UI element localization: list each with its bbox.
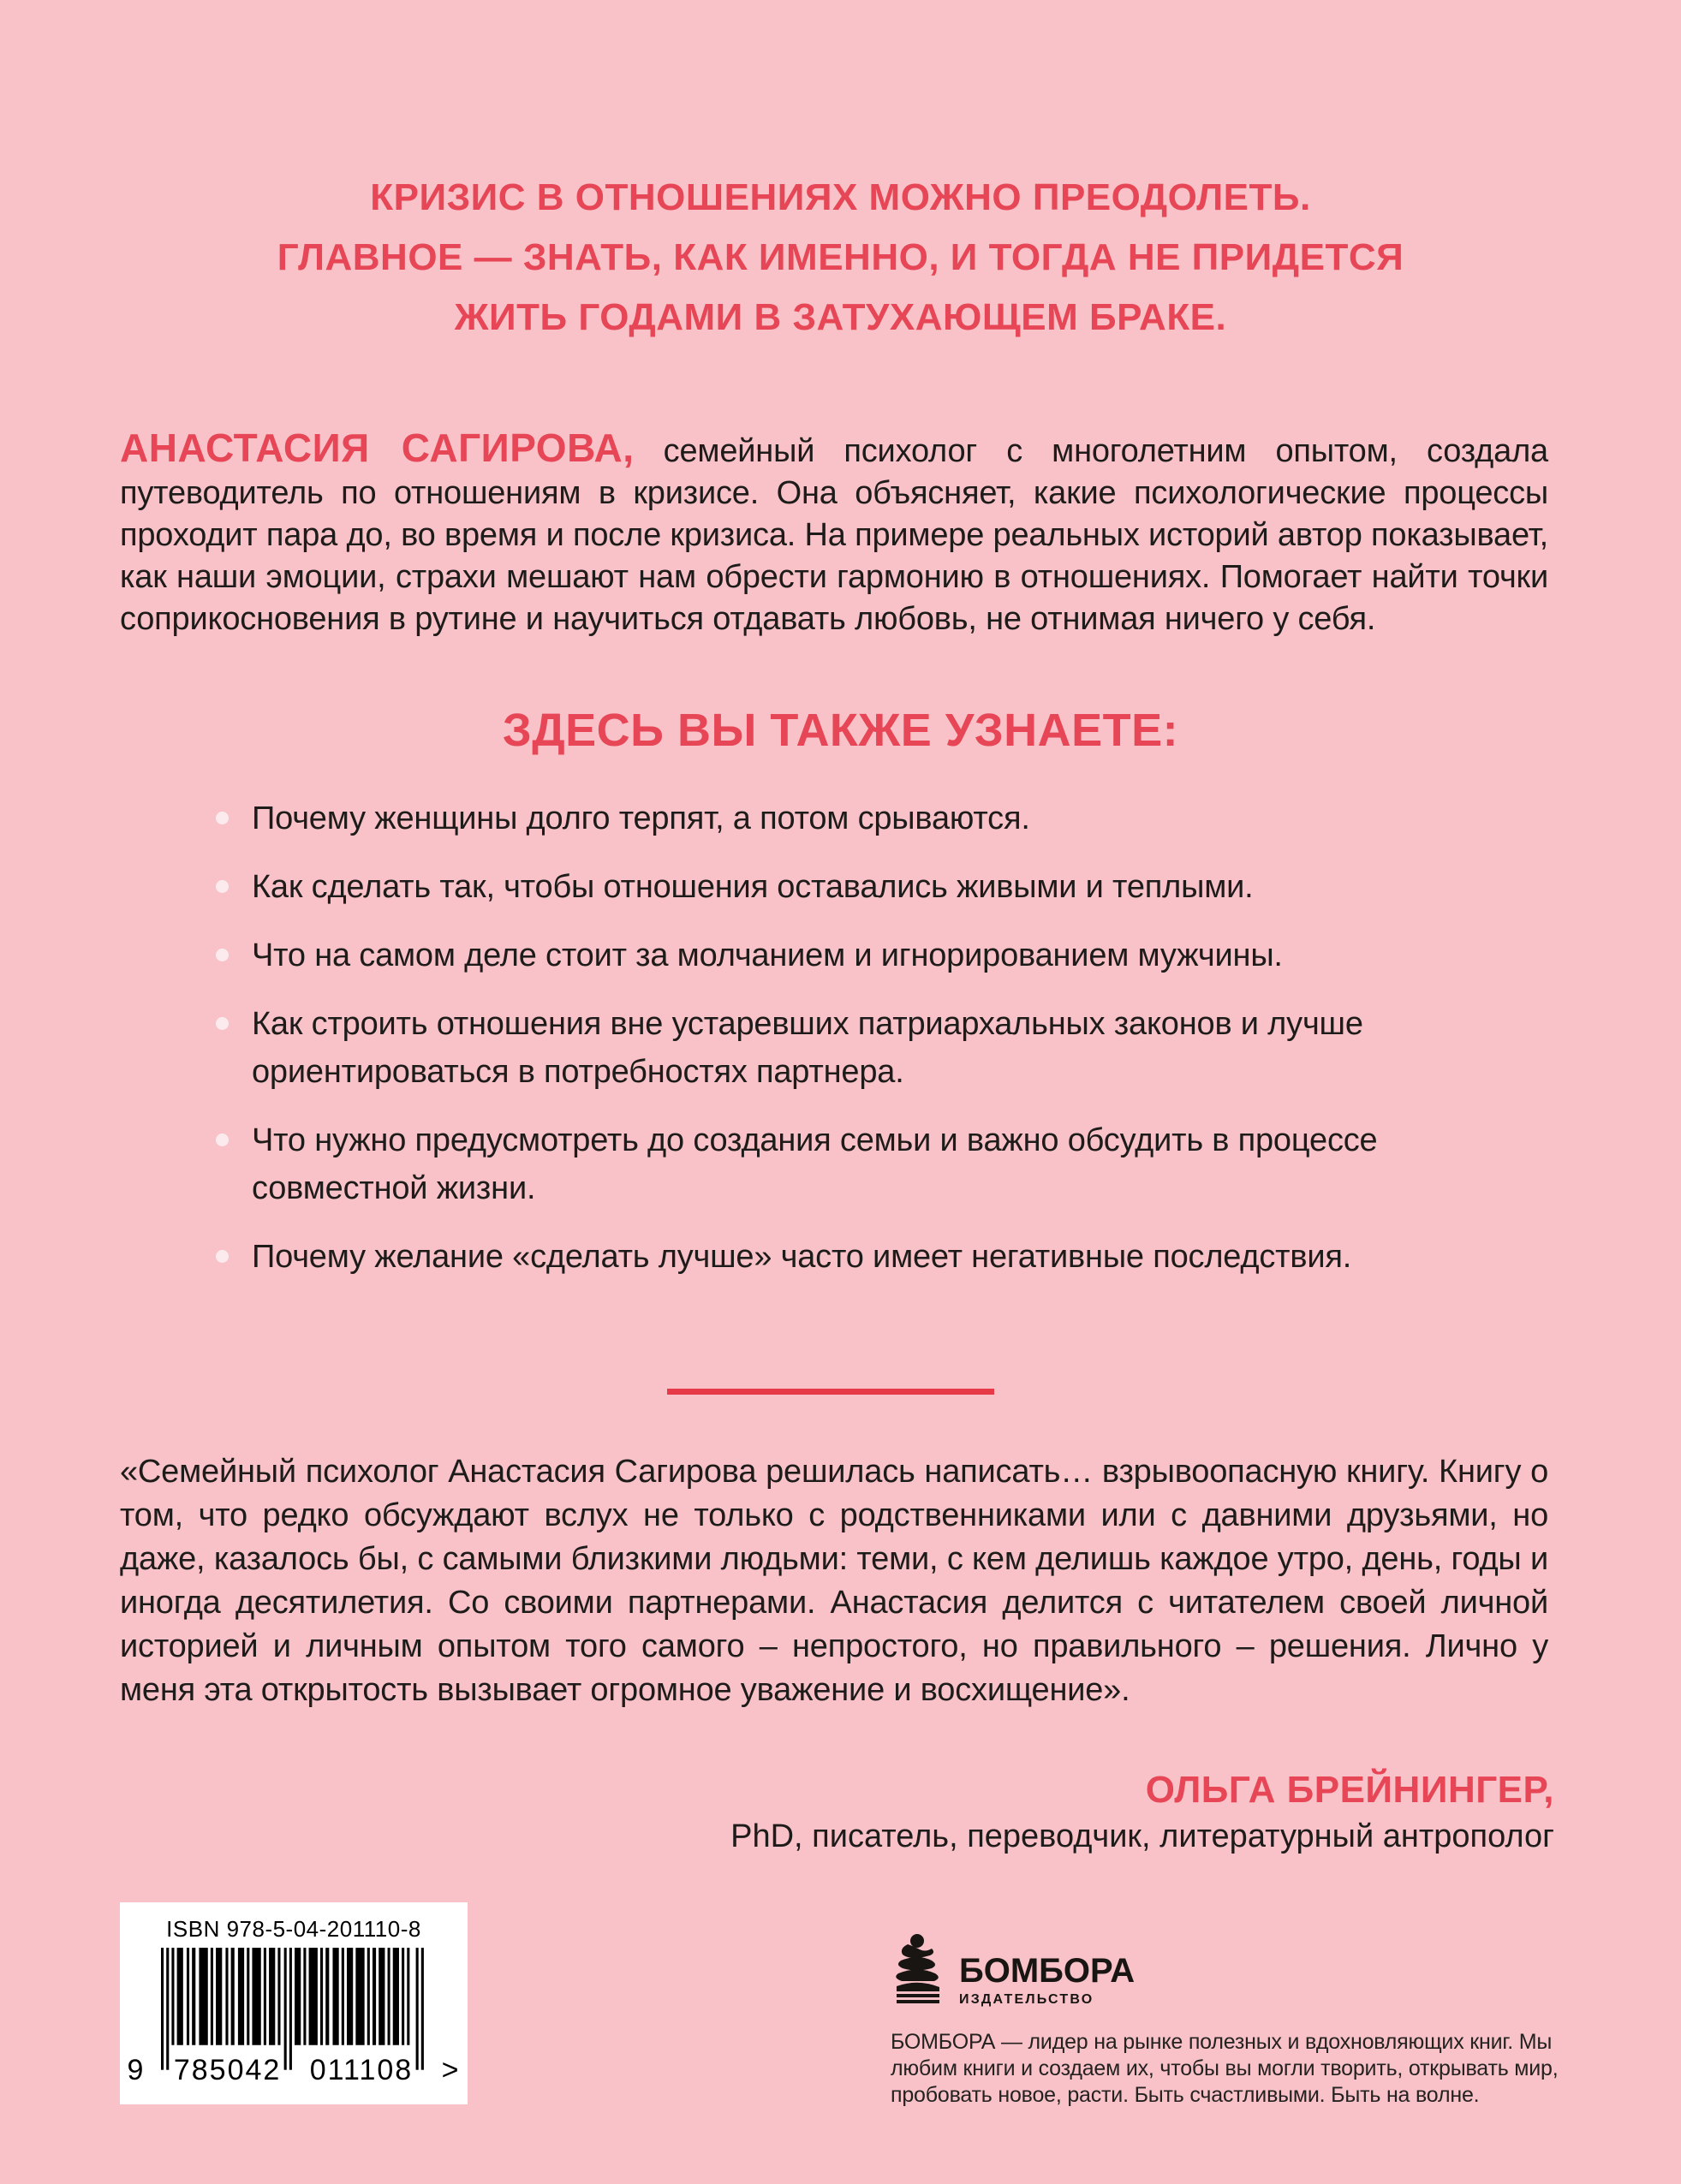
review-quote: «Семейный психолог Анастасия Сагирова решилась написать… взрывоопасную книгу. Книгу о том, что редко обсуждают вслух не только с родственниками или с давними друзьями, но даже, казалось бы, с самыми близкими людьми: теми, с кем делишь каждое утро, день, годы и иногда десятилетия. Со своими партнерами. Анастасия делится с читателем своей личной историей и личным опытом того самого – непростого, но правильного – решения. Лично у меня эта открытость вызывает огромное уважение и восхищение».: [120, 1454, 1548, 1708]
bullet-dot-icon: [216, 1017, 229, 1030]
headline-line-3: ЖИТЬ ГОДАМИ В ЗАТУХАЮЩЕМ БРАКЕ.: [454, 296, 1227, 338]
list-item: [216, 1116, 1406, 1212]
list-item: [216, 794, 1406, 842]
barcode-arrow: >: [441, 2054, 461, 2086]
list-item: [216, 1000, 1406, 1096]
list-item-text: Почему женщины долго терпят, а потом срываются.: [252, 800, 1030, 836]
publisher-name: БОМБОРА: [959, 1952, 1136, 1990]
publisher-blurb: БОМБОРА — лидер на рынке полезных и вдохновляющих книг. Мы любим книги и создаем их, чтобы вы могли творить, открывать мир, пробовать новое, расти. Быть счастливыми. Быть на волне.: [891, 2030, 1559, 2107]
isbn-text: ISBN 978-5-04-201110-8: [166, 1916, 421, 1942]
key-points-list: [216, 794, 1406, 1301]
author-name: АНАСТАСИЯ САГИРОВА,: [120, 425, 635, 470]
quote-attribution: [730, 1769, 1554, 1856]
list-item-text: Почему желание «сделать лучше» часто имеет негативные последствия.: [252, 1239, 1352, 1275]
list-item-text: Что на самом деле стоит за молчанием и игнорированием мужчины.: [252, 937, 1283, 973]
reviewer-name: ОЛЬГА БРЕЙНИНГЕР,: [1145, 1769, 1554, 1811]
reviewer-role: PhD, писатель, переводчик, литературный антрополог: [730, 1818, 1554, 1854]
bullet-dot-icon: [216, 949, 229, 961]
barcode-box: [120, 1902, 468, 2104]
headline-line-1: КРИЗИС В ОТНОШЕНИЯХ МОЖНО ПРЕОДОЛЕТЬ.: [370, 176, 1311, 218]
list-item-text: Что нужно предусмотреть до создания семьи и важно обсудить в процессе совместной жизни.: [252, 1122, 1378, 1206]
barcode-digits: 9 785042 011108 >: [127, 2054, 461, 2086]
headline: [0, 168, 1681, 348]
bullet-dot-icon: [216, 880, 229, 893]
publisher-logo: [891, 1933, 1567, 2007]
list-item: [216, 931, 1406, 979]
author-intro-paragraph: [120, 425, 1548, 640]
headline-line-2: ГЛАВНОЕ — ЗНАТЬ, КАК ИМЕННО, И ТОГДА НЕ ПРИДЕТСЯ: [277, 236, 1404, 278]
author-intro-text: семейный психолог с многолетним опытом, создала путеводитель по отношениям в кризисе. Она объясняет, какие психологические процессы проходит пара до, во время и после кризиса. На примере реальных историй автор показывает, как наши эмоции, страхи мешают нам обрести гармонию в отношениях. Помогает найти точки соприкосновения в рутине и научиться отдавать любовь, не отнимая ничего у себя.: [120, 433, 1548, 637]
bombora-logo-icon: [891, 1933, 945, 2003]
list-item-text: Как сделать так, чтобы отношения оставались живыми и теплыми.: [252, 869, 1254, 905]
bullet-dot-icon: [216, 1134, 229, 1146]
divider-line: [667, 1389, 994, 1395]
bullet-dot-icon: [216, 812, 229, 824]
list-item: [216, 1233, 1406, 1281]
list-item-text: Как строить отношения вне устаревших патриархальных законов и лучше ориентироваться в потребностях партнера.: [252, 1006, 1363, 1090]
publisher-block: [891, 1933, 1567, 2109]
list-item: [216, 863, 1406, 911]
publisher-subtitle: ИЗДАТЕЛЬСТВО: [959, 1992, 1094, 2007]
bullet-dot-icon: [216, 1250, 229, 1263]
section-title: ЗДЕСЬ ВЫ ТАКЖЕ УЗНАЕТЕ:: [502, 705, 1179, 756]
